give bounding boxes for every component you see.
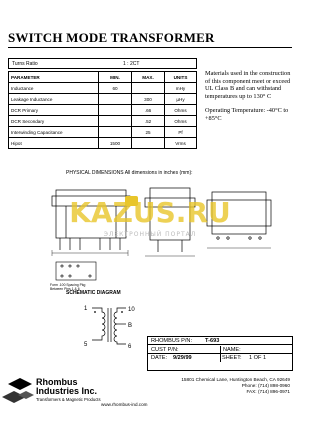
company-name-line-1: Rhombus: [36, 377, 78, 387]
pin-label-10: 10: [128, 307, 135, 313]
col-units: UNITS: [165, 72, 197, 83]
param-name: Inductance: [9, 83, 99, 94]
company-tagline: Transformers & Magnetic Products: [36, 397, 101, 402]
param-name: DCR Secondary: [9, 116, 99, 127]
title-block-divider: [220, 346, 221, 362]
company-address: 15801 Chemical Lane, Huntington Beach, CA 92649: [181, 377, 290, 382]
col-max: MAX.: [132, 72, 165, 83]
turns-ratio-value: 1 : 2CT: [123, 61, 140, 67]
param-unit: mHy: [165, 83, 197, 94]
pin-label-1: 1: [84, 306, 88, 312]
sheet-value: 1 OF 1: [249, 355, 267, 361]
param-max: .66: [132, 105, 165, 116]
param-unit: Ohms: [165, 116, 197, 127]
param-unit: Pf: [165, 127, 197, 138]
cust-pn-label: CUST P/N:: [151, 347, 179, 353]
front-view-note-1: Form .100 Spacing Pkg: [50, 283, 86, 287]
tb-pn-row: [148, 337, 292, 345]
watermark-subtext: ЭЛЕКТРОННЫЙ ПОРТАЛ: [103, 231, 197, 238]
kazus-watermark: [69, 196, 231, 238]
param-name: Hipot: [9, 138, 99, 149]
polarity-dot-primary: [94, 311, 96, 313]
physical-dimensions-heading: PHYSICAL DIMENSIONS All dimensions in inches (mm):: [66, 170, 193, 176]
col-parameter: PARAMETER: [9, 72, 99, 83]
sheet-label: SHEET:: [222, 355, 242, 361]
pin-label-b: B: [128, 323, 133, 329]
company-website: www.rhombus-ind.com: [101, 402, 148, 407]
param-max: 25: [132, 127, 165, 138]
operating-temperature-note: Operating Temperature: -40°C to +85°C: [205, 107, 289, 122]
param-name: Interwinding Capacitance: [9, 127, 99, 138]
company-name-line-2: Industries Inc.: [36, 386, 98, 396]
param-min: 60: [99, 83, 132, 94]
fax-line: [150, 389, 290, 395]
param-max: .52: [132, 116, 165, 127]
schematic-heading: SCHEMATIC DIAGRAM: [66, 290, 121, 296]
param-unit: Vrms: [165, 138, 197, 149]
schematic-diagram: [92, 308, 126, 344]
param-max: 300: [132, 94, 165, 105]
rhombus-logo-icon: [2, 378, 34, 403]
materials-note: Materials used in the construction of this component meet or exceed UL Class B and can withstand temperatures up to 130° C: [205, 70, 291, 100]
param-unit: Ohms: [165, 105, 197, 116]
phone-value: (714) 898-0960: [257, 383, 290, 388]
date-value: 9/29/99: [173, 355, 192, 361]
front-view-note-2: Between Pins 1 & 6: [50, 287, 80, 291]
page-title: SWITCH MODE TRANSFORMER: [8, 30, 215, 45]
watermark-text: KAZUS.RU: [69, 196, 231, 229]
col-min: MIN.: [99, 72, 132, 83]
title-block: [147, 336, 293, 371]
fax-label: FAX:: [246, 389, 257, 394]
company-name: [36, 378, 97, 396]
company-contact: [150, 377, 290, 395]
pin-label-6: 6: [128, 344, 132, 350]
name-label: NAME:: [223, 347, 241, 353]
param-name: DCR Primary: [9, 105, 99, 116]
param-unit: µHy: [165, 94, 197, 105]
pin-label-5: 5: [84, 342, 88, 348]
param-min: 1500: [99, 138, 132, 149]
part-number: T-693: [205, 338, 220, 344]
polarity-dot-secondary: [121, 311, 123, 313]
turns-ratio-label: Turns Ratio: [12, 61, 38, 67]
pin-layout-view: [56, 262, 96, 280]
fax-value: (714) 896-0971: [257, 389, 290, 394]
param-name: Leakage Inductance: [9, 94, 99, 105]
phone-label: Phone:: [241, 383, 257, 388]
date-label: DATE:: [151, 355, 168, 361]
pn-label: RHOMBUS P/N:: [151, 338, 193, 344]
